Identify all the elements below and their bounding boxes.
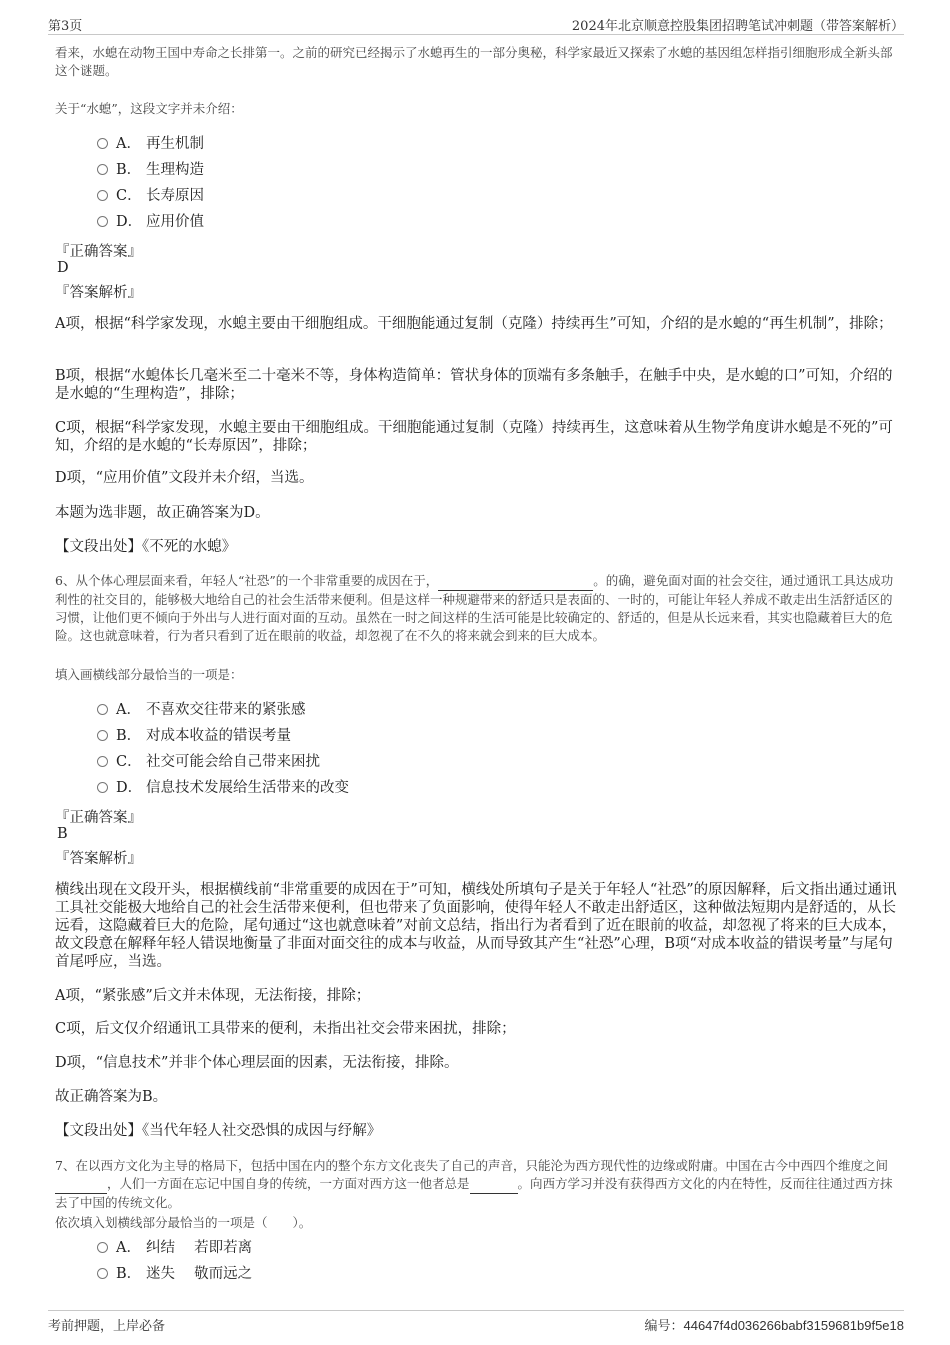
q5-source: 【文段出处】《不死的水螅》	[55, 539, 237, 555]
radio-icon[interactable]	[97, 216, 108, 227]
fill-blank	[470, 1175, 518, 1194]
radio-icon[interactable]	[97, 1268, 108, 1279]
q5-analysis-label: 『答案解析』	[55, 285, 142, 301]
q6-analysis-c: C项，后文仅介绍通讯工具带来的便利，未指出社交会带来困扰，排除；	[55, 1021, 516, 1037]
q5-conclusion: 本题为选非题，故正确答案为D。	[55, 505, 270, 521]
q6-option-a[interactable]: A． 不喜欢交往带来的紧张感	[97, 700, 306, 720]
q6-analysis-d: D项，“信息技术”并非个体心理层面的因素，无法衔接，排除。	[55, 1055, 459, 1071]
q6-analysis-a: A项，“紧张感”后文并未体现，无法衔接，排除；	[55, 988, 371, 1004]
page-footer	[48, 1310, 904, 1337]
q5-answer-label: 『正确答案』	[55, 244, 142, 260]
page-header	[48, 12, 904, 35]
q7-option-b[interactable]: B． 迷失 敬而远之	[97, 1264, 252, 1284]
radio-icon[interactable]	[97, 704, 108, 715]
fill-blank	[55, 1175, 107, 1194]
radio-icon[interactable]	[97, 1242, 108, 1253]
q5-analysis-b: B项，根据“水螅体长几毫米至二十毫米不等，身体构造简单：管状身体的顶端有多条触手，在触手中央，是水螅的口”可知，介绍的是水螅的“生理构造”，排除；	[55, 368, 893, 402]
q6-analysis-label: 『答案解析』	[55, 851, 142, 867]
q5-analysis-a: A项，根据“科学家发现，水螅主要由干细胞组成。干细胞能通过复制（克隆）持续再生”可知，介绍的是水螅的“再生机制”，排除；	[55, 316, 893, 332]
q7-option-a[interactable]: A． 纠结 若即若离	[97, 1238, 252, 1258]
radio-icon[interactable]	[97, 756, 108, 767]
radio-icon[interactable]	[97, 730, 108, 741]
footer-slogan: 考前押题，上岸必备	[48, 1319, 166, 1334]
fill-blank	[438, 572, 593, 591]
q7-passage: 7、在以西方文化为主导的格局下，包括中国在内的整个东方文化丧失了自己的声音，只能沦为西方现代性的边缘或附庸。中国在古今中西四个维度之间 ，人们一方面在忘记中国自身的传统，一方面对西方这一他者总是 。向西方学习并没有获得西方文化的内在特性，反而往往通过西方抹去了中国的传统文化。	[55, 1158, 893, 1210]
q6-source: 【文段出处】《当代年轻人社交恐惧的成因与纾解》	[55, 1123, 382, 1139]
q5-stem: 关于“水螅”，这段文字并未介绍：	[55, 101, 243, 116]
document-title: 2024年北京顺意控股集团招聘笔试冲刺题（带答案解析）	[571, 19, 904, 34]
q5-option-a[interactable]: A． 再生机制	[97, 134, 204, 154]
q5-option-d[interactable]: D． 应用价值	[97, 212, 204, 232]
q6-stem: 填入画横线部分最恰当的一项是：	[55, 667, 243, 682]
q6-option-d[interactable]: D． 信息技术发展给生活带来的改变	[97, 778, 349, 798]
q5-analysis-d: D项，“应用价值”文段并未介绍，当选。	[55, 470, 314, 486]
q6-conclusion: 故正确答案为B。	[55, 1089, 168, 1105]
q7-stem: 依次填入划横线部分最恰当的一项是（ ）。	[55, 1215, 312, 1230]
q5-analysis-c: C项，根据“科学家发现，水螅主要由干细胞组成。干细胞能通过复制（克隆）持续再生，这意味着从生物学角度讲水螅是不死的”可知，介绍的是水螅的“长寿原因”，排除；	[55, 420, 893, 454]
q6-answer: B	[57, 826, 68, 842]
document-code: 编号：44647f4d036266babf3159681b9f5e18	[644, 1318, 904, 1334]
radio-icon[interactable]	[97, 782, 108, 793]
q5-passage: 看来，水螅在动物王国中寿命之长排第一。之前的研究已经揭示了水螅再生的一部分奥秘，科学家最近又探索了水螅的基因组怎样指引细胞形成全新头部这个谜题。	[55, 45, 893, 78]
q5-answer: D	[57, 260, 69, 276]
q6-option-c[interactable]: C． 社交可能会给自己带来困扰	[97, 752, 320, 772]
q6-analysis-main: 横线出现在文段开头，根据横线前“非常重要的成因在于”可知，横线处所填句子是关于年轻人“社恐”的原因解释，后文指出通过通讯工具社交能极大地给自己的社会生活带来便利，但也带来了负面影响，使得年轻人不敢走出舒适区，这种做法短期内是舒适的，从长远看，这隐藏着巨大的危险，尾句通过“这也就意味着”对前文总结，指出行为者看到了近在眼前的收益，却忽视了将来的巨大成本，故文段意在解释年轻人错误地衡量了非面对面交往的成本与收益，从而导致其产生“社恐”心理，B项“对成本收益的错误考量”与尾句首尾呼应，当选。	[55, 882, 897, 970]
q5-option-c[interactable]: C． 长寿原因	[97, 186, 204, 206]
radio-icon[interactable]	[97, 190, 108, 201]
radio-icon[interactable]	[97, 138, 108, 149]
q6-option-b[interactable]: B． 对成本收益的错误考量	[97, 726, 291, 746]
page-number: 第3页	[48, 19, 83, 34]
q6-answer-label: 『正确答案』	[55, 810, 142, 826]
q5-option-b[interactable]: B． 生理构造	[97, 160, 204, 180]
radio-icon[interactable]	[97, 164, 108, 175]
q6-passage: 6、从个体心理层面来看，年轻人“社恐”的一个非常重要的成因在于， 。的确，避免面对面的社会交往，通过通讯工具达成功利性的社交目的，能够极大地给自己的社会生活带来便利。但是这样一种规避带来的舒适只是表面的、一时的，可能让年轻人养成不敢走出生活舒适区的习惯，让他们更不倾向于外出与人进行面对面的互动。虽然在一时之间这样的生活可能是比较确定的、舒适的，但是从长远来看，其实也隐藏着巨大的危险。这也就意味着，行为者只看到了近在眼前的收益，却忽视了在不久的将来就会到来的巨大成本。	[55, 573, 894, 643]
